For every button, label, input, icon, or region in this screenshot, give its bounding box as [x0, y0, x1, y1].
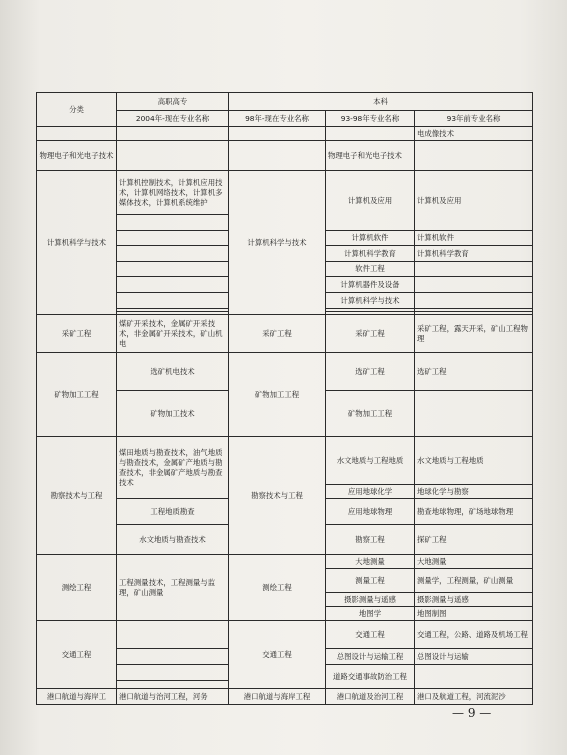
cell-9398: 道路交通事故防治工程	[326, 665, 415, 689]
cell-93pre: 水文地质与工程地质	[415, 437, 533, 485]
cell-93pre: 测量学，工程测量，矿山测量	[415, 569, 533, 593]
category-cell: 港口航道与海岸工	[37, 689, 117, 705]
cell-9398: 摄影测量与遥感	[326, 593, 415, 607]
table-row	[37, 621, 533, 649]
cell-2004: 选矿机电技术	[117, 353, 229, 391]
category-cell: 物理电子和光电子技术	[37, 141, 117, 171]
table-row	[37, 315, 533, 353]
cell-98: 计算机科学与技术	[229, 171, 326, 315]
cell-9398: 勘察工程	[326, 525, 415, 555]
table-row	[37, 141, 533, 171]
cell-9398: 应用地球化学	[326, 485, 415, 499]
cell-9398: 总图设计与运输工程	[326, 649, 415, 665]
header-9398: 93-98年专业名称	[326, 111, 415, 127]
cell-93pre: 港口及航道工程，河流泥沙	[415, 689, 533, 705]
cell-9398: 软件工程	[326, 262, 415, 277]
table-row	[37, 555, 533, 569]
cell-9398: 矿物加工工程	[326, 391, 415, 437]
cell-93pre: 总图设计与运输	[415, 649, 533, 665]
page-number: — 9 —	[452, 706, 492, 720]
table-row	[37, 353, 533, 391]
cell-9398: 计算机科学与技术	[326, 293, 415, 309]
cell-93pre: 地图制图	[415, 607, 533, 621]
table-row	[37, 127, 533, 141]
cell-9398: 计算机软件	[326, 231, 415, 246]
cell-98: 测绘工程	[229, 555, 326, 621]
cell-9398: 物理电子和光电子技术	[326, 141, 415, 171]
header-category: 分类	[37, 93, 117, 127]
cell-2004: 水文地质与勘查技术	[117, 525, 229, 555]
cell-9398: 应用地球物理	[326, 499, 415, 525]
header-98: 98年-现在专业名称	[229, 111, 326, 127]
cell-9398: 港口航道及治河工程	[326, 689, 415, 705]
cell-98: 采矿工程	[229, 315, 326, 353]
cell-93pre: 选矿工程	[415, 353, 533, 391]
cell-93pre: 大地测量	[415, 555, 533, 569]
cell-93pre: 计算机科学教育	[415, 246, 533, 262]
cell-93pre: 采矿工程，露天开采，矿山工程物理	[415, 315, 533, 353]
cell-93pre: 计算机及应用	[415, 171, 533, 231]
cell-2004: 矿物加工技术	[117, 391, 229, 437]
table-row	[37, 171, 533, 215]
header-vocational: 高职高专	[117, 93, 229, 111]
cell-9398: 测量工程	[326, 569, 415, 593]
cell-93pre: 电成像技术	[415, 127, 533, 141]
cell-93pre: 摄影测量与遥感	[415, 593, 533, 607]
cell-2004: 计算机控制技术，计算机应用技术，计算机网络技术，计算机多媒体技术，计算机系统维护	[117, 171, 229, 215]
category-cell: 矿物加工工程	[37, 353, 117, 437]
cell-9398: 地图学	[326, 607, 415, 621]
cell-98: 交通工程	[229, 621, 326, 689]
cell-98: 勘察技术与工程	[229, 437, 326, 555]
cell-2004: 煤矿开采技术，金属矿开采技术，非金属矿开采技术，矿山机电	[117, 315, 229, 353]
header-undergrad: 本科	[229, 93, 533, 111]
cell-9398: 计算机器件及设备	[326, 277, 415, 293]
header-93pre: 93年前专业名称	[415, 111, 533, 127]
cell-9398: 选矿工程	[326, 353, 415, 391]
cell-9398: 计算机科学教育	[326, 246, 415, 262]
category-cell: 计算机科学与技术	[37, 171, 117, 315]
cell-98: 港口航道与海岸工程	[229, 689, 326, 705]
category-cell: 测绘工程	[37, 555, 117, 621]
category-cell: 采矿工程	[37, 315, 117, 353]
table-row	[37, 689, 533, 705]
major-catalog-table	[36, 92, 533, 705]
cell-2004: 工程测量技术，工程测量与监理，矿山测量	[117, 555, 229, 621]
cell-2004: 港口航道与治河工程，河务	[117, 689, 229, 705]
category-cell: 勘察技术与工程	[37, 437, 117, 555]
cell-98: 矿物加工工程	[229, 353, 326, 437]
header-row-1	[37, 93, 533, 111]
header-2004: 2004年-现在专业名称	[117, 111, 229, 127]
cell-9398: 大地测量	[326, 555, 415, 569]
cell-93pre: 探矿工程	[415, 525, 533, 555]
cell-9398: 采矿工程	[326, 315, 415, 353]
table-row	[37, 437, 533, 485]
cell-9398: 水文地质与工程地质	[326, 437, 415, 485]
cell-2004: 煤田地质与勘查技术，油气地质与勘查技术，金属矿产地质与勘查技术，非金属矿产地质与勘查技术	[117, 437, 229, 499]
category-cell: 交通工程	[37, 621, 117, 689]
cell-93pre: 交通工程，公路、道路及机场工程	[415, 621, 533, 649]
cell-9398: 交通工程	[326, 621, 415, 649]
cell-93pre: 计算机软件	[415, 231, 533, 246]
cell-2004: 工程地质勘查	[117, 499, 229, 525]
cell-9398: 计算机及应用	[326, 171, 415, 231]
cell-93pre: 地球化学与勘察	[415, 485, 533, 499]
cell-93pre: 勘查地球物理，矿场地球物理	[415, 499, 533, 525]
